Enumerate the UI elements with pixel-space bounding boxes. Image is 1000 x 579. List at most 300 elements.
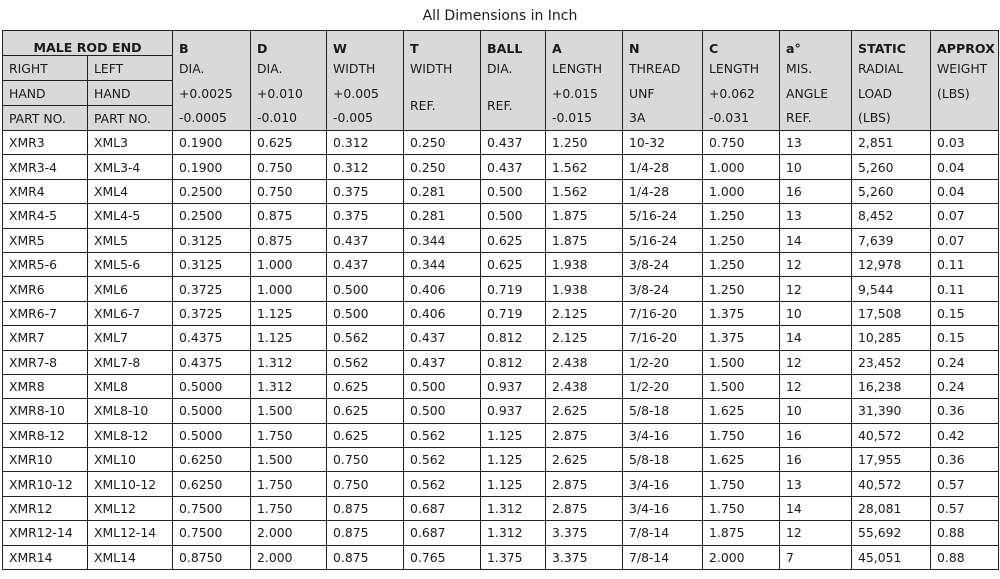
table-cell: 1.875 [703,521,780,545]
table-cell: 0.312 [327,131,404,155]
table-cell: 10-32 [623,131,703,155]
table-cell: 1.562 [546,155,623,179]
table-row [3,374,999,398]
table-cell: 3/4-16 [623,423,703,447]
table-cell: 16 [780,423,852,447]
table-cell: 9,544 [852,277,931,301]
table-cell: XMR10-12 [3,472,88,496]
table-cell: 17,508 [852,301,931,325]
column-header-n: N [623,31,703,56]
table-cell: 5/16-24 [623,204,703,228]
column-header-c: C [703,31,780,56]
table-cell: 0.437 [327,228,404,252]
table-cell: 0.719 [481,277,546,301]
column-subheader-w: +0.005 [327,81,404,106]
table-cell: XML10 [88,448,173,472]
table-cell: 1.000 [251,252,327,276]
table-cell: 0.281 [404,179,481,203]
table-cell: XML7 [88,326,173,350]
table-cell: 0.312 [327,155,404,179]
table-cell: 7/16-20 [623,326,703,350]
table-cell: 3/8-24 [623,252,703,276]
table-cell: 0.625 [481,252,546,276]
table-row [3,228,999,252]
column-header-a: A [546,31,623,56]
table-cell: 1.250 [703,204,780,228]
table-cell: XMR4-5 [3,204,88,228]
table-cell: 0.562 [404,423,481,447]
table-cell: 17,955 [852,448,931,472]
table-cell: 0.625 [327,374,404,398]
table-row [3,131,999,155]
table-cell: 1.750 [703,472,780,496]
table-cell: 1.625 [703,448,780,472]
table-cell: XMR6-7 [3,301,88,325]
table-cell: 0.42 [931,423,999,447]
column-header-d: D [251,31,327,56]
table-cell: 0.1900 [173,131,251,155]
table-cell: 2.875 [546,496,623,520]
table-cell: 0.3725 [173,277,251,301]
table-cell: 1.938 [546,277,623,301]
column-subheader-a: LENGTH [546,56,623,81]
table-cell: 2.125 [546,326,623,350]
table-cell: XMR3-4 [3,155,88,179]
table-cell: 0.562 [327,350,404,374]
table-cell: 31,390 [852,399,931,423]
table-row [3,448,999,472]
table-cell: 5/8-18 [623,448,703,472]
table-cell: 1/2-20 [623,350,703,374]
column-subheader-n: UNF [623,81,703,106]
table-header [3,31,999,131]
table-cell: 1.125 [481,472,546,496]
column-header-static: STATIC [852,31,931,56]
table-cell: 0.562 [404,448,481,472]
table-cell: 16 [780,448,852,472]
table-cell: 0.57 [931,472,999,496]
table-cell: 1.750 [251,496,327,520]
table-row [3,496,999,520]
column-subheader-d: -0.010 [251,106,327,131]
table-cell: 1.250 [703,228,780,252]
table-cell: 7,639 [852,228,931,252]
column-subheader-n: 3A [623,106,703,131]
table-cell: 1.500 [703,374,780,398]
table-row [3,277,999,301]
table-cell: XML4-5 [88,204,173,228]
table-cell: 0.562 [327,326,404,350]
column-subheader-c: +0.062 [703,81,780,106]
table-cell: 1.562 [546,179,623,203]
table-cell: 0.04 [931,179,999,203]
table-cell: 0.4375 [173,350,251,374]
table-cell: 7/8-14 [623,545,703,569]
column-header-w: W [327,31,404,56]
table-cell: 2.000 [703,545,780,569]
table-cell: 13 [780,131,852,155]
table-cell: 0.812 [481,326,546,350]
table-cell: XMR4 [3,179,88,203]
table-row [3,179,999,203]
table-cell: 0.750 [703,131,780,155]
table-cell: 3.375 [546,521,623,545]
table-cell: XMR8-12 [3,423,88,447]
table-cell: 28,081 [852,496,931,520]
header-left-hand: HAND [88,81,173,106]
table-cell: 0.719 [481,301,546,325]
table-cell: 1.750 [251,472,327,496]
table-cell: 0.750 [251,179,327,203]
table-cell: 0.07 [931,228,999,252]
table-cell: 0.500 [327,277,404,301]
column-subheader-b: -0.0005 [173,106,251,131]
table-cell: 0.11 [931,252,999,276]
table-cell: 0.57 [931,496,999,520]
table-cell: 0.375 [327,179,404,203]
table-cell: 1.500 [703,350,780,374]
table-cell: 1.250 [546,131,623,155]
table-cell: 1.250 [703,277,780,301]
table-cell: 3.375 [546,545,623,569]
table-cell: 0.875 [327,521,404,545]
table-cell: XML8-12 [88,423,173,447]
table-cell: 0.6250 [173,472,251,496]
column-subheader-approx [931,106,999,131]
column-subheader-b: DIA. [173,56,251,81]
table-cell: 7/16-20 [623,301,703,325]
table-cell: XMR12-14 [3,521,88,545]
table-cell: 0.3725 [173,301,251,325]
table-cell: 0.24 [931,350,999,374]
column-subheader-static: (LBS) [852,106,931,131]
table-cell: XML5-6 [88,252,173,276]
table-cell: XML12-14 [88,521,173,545]
column-header-a: a° [780,31,852,56]
table-cell: 14 [780,326,852,350]
table-cell: 0.500 [481,179,546,203]
table-cell: 0.5000 [173,399,251,423]
table-cell: 1.125 [251,301,327,325]
table-cell: XMR8 [3,374,88,398]
table-cell: 12,978 [852,252,931,276]
header-right-hand: RIGHT [3,56,88,81]
table-cell: 3/4-16 [623,496,703,520]
table-cell: 0.7500 [173,496,251,520]
table-cell: 0.88 [931,545,999,569]
table-cell: 0.15 [931,301,999,325]
table-cell: 12 [780,521,852,545]
column-subheader-a: MIS. [780,56,852,81]
table-cell: 14 [780,496,852,520]
table-cell: 0.687 [404,496,481,520]
table-cell: 2.125 [546,301,623,325]
table-cell: 1.125 [251,326,327,350]
table-cell: 0.406 [404,301,481,325]
table-row [3,155,999,179]
table-cell: 0.687 [404,521,481,545]
table-row [3,204,999,228]
table-cell: 0.875 [251,204,327,228]
header-right-hand: HAND [3,81,88,106]
table-cell: 0.5000 [173,374,251,398]
table-cell: 1.500 [251,448,327,472]
table-cell: XML6-7 [88,301,173,325]
table-cell: 0.250 [404,155,481,179]
table-cell: 2.625 [546,448,623,472]
table-cell: 0.750 [251,155,327,179]
table-cell: 2.875 [546,472,623,496]
table-cell: XMR7 [3,326,88,350]
table-cell: XMR3 [3,131,88,155]
column-subheader-approx: WEIGHT [931,56,999,81]
table-cell: 3/8-24 [623,277,703,301]
table-cell: 0.500 [481,204,546,228]
table-cell: XML8-10 [88,399,173,423]
table-cell: 0.750 [327,448,404,472]
table-cell: 0.875 [251,228,327,252]
table-cell: XML10-12 [88,472,173,496]
table-cell: 0.437 [481,131,546,155]
table-cell: 0.24 [931,374,999,398]
table-body [3,131,999,570]
table-cell: 0.2500 [173,179,251,203]
table-cell: XML12 [88,496,173,520]
table-cell: 16 [780,179,852,203]
table-cell: XMR12 [3,496,88,520]
table-row [3,301,999,325]
table-cell: 1.312 [251,374,327,398]
table-cell: 1.375 [703,301,780,325]
table-cell: 40,572 [852,423,931,447]
table-cell: 0.500 [404,399,481,423]
column-subheader-t: WIDTH [404,56,481,81]
column-subheader-c: LENGTH [703,56,780,81]
table-cell: XML5 [88,228,173,252]
table-cell: 0.750 [327,472,404,496]
column-subheader-d: +0.010 [251,81,327,106]
table-cell: 1.875 [546,204,623,228]
column-header-b: B [173,31,251,56]
table-row [3,326,999,350]
table-cell: 1.625 [703,399,780,423]
table-cell: 1.000 [251,277,327,301]
column-subheader-w: -0.005 [327,106,404,131]
table-cell: 1/4-28 [623,155,703,179]
column-subheader-static: RADIAL [852,56,931,81]
table-cell: 1.312 [251,350,327,374]
table-cell: 1.500 [251,399,327,423]
table-cell: 0.36 [931,399,999,423]
table-cell: 40,572 [852,472,931,496]
column-subheader-a: -0.015 [546,106,623,131]
table-cell: XML3 [88,131,173,155]
table-cell: 1.875 [546,228,623,252]
column-subheader-n: THREAD [623,56,703,81]
rod-end-spec-table [2,30,999,570]
column-header-t: T [404,31,481,56]
table-cell: 23,452 [852,350,931,374]
table-cell: 0.5000 [173,423,251,447]
table-row [3,472,999,496]
table-cell: 0.8750 [173,545,251,569]
table-cell: 0.437 [404,326,481,350]
table-cell: 2.438 [546,374,623,398]
table-cell: 0.11 [931,277,999,301]
table-cell: 0.437 [404,350,481,374]
table-cell: 1/2-20 [623,374,703,398]
column-subheader-a: REF. [780,106,852,131]
table-cell: 1.000 [703,179,780,203]
table-cell: 2.000 [251,545,327,569]
table-cell: 10 [780,301,852,325]
header-left-hand: PART NO. [88,106,173,131]
table-cell: 12 [780,277,852,301]
table-cell: XMR14 [3,545,88,569]
table-cell: 1.750 [703,496,780,520]
table-row [3,545,999,569]
header-group-male-rod-end: MALE ROD END [3,31,173,56]
table-cell: 0.437 [327,252,404,276]
table-cell: 0.15 [931,326,999,350]
column-subheader-a: ANGLE [780,81,852,106]
table-cell: 7/8-14 [623,521,703,545]
table-cell: 0.625 [327,399,404,423]
table-cell: 0.765 [404,545,481,569]
table-cell: 10,285 [852,326,931,350]
table-cell: 0.375 [327,204,404,228]
table-cell: 5,260 [852,155,931,179]
table-cell: 1/4-28 [623,179,703,203]
table-cell: 12 [780,350,852,374]
table-cell: 2,851 [852,131,931,155]
table-cell: 5,260 [852,179,931,203]
table-cell: XML4 [88,179,173,203]
table-cell: 1.938 [546,252,623,276]
table-cell: 0.406 [404,277,481,301]
column-subheader-static: LOAD [852,81,931,106]
table-cell: XMR5 [3,228,88,252]
table-cell: 0.562 [404,472,481,496]
table-cell: 0.625 [481,228,546,252]
table-cell: 0.36 [931,448,999,472]
table-cell: XML6 [88,277,173,301]
table-cell: 0.937 [481,374,546,398]
table-cell: 0.3125 [173,252,251,276]
column-subheader-c: -0.031 [703,106,780,131]
table-cell: 2.000 [251,521,327,545]
table-cell: 0.875 [327,545,404,569]
table-cell: 10 [780,155,852,179]
table-cell: XMR10 [3,448,88,472]
table-caption: All Dimensions in Inch [422,8,578,24]
table-cell: 1.125 [481,423,546,447]
table-cell: 1.250 [703,252,780,276]
table-cell: 0.88 [931,521,999,545]
column-subheader-ball: REF. [481,81,546,131]
table-cell: 1.750 [703,423,780,447]
column-subheader-a: +0.015 [546,81,623,106]
table-cell: 0.344 [404,228,481,252]
column-header-approx: APPROX [931,31,999,56]
table-cell: 12 [780,252,852,276]
table-cell: 0.625 [327,423,404,447]
table-cell: 1.750 [251,423,327,447]
table-cell: 1.000 [703,155,780,179]
table-cell: XMR6 [3,277,88,301]
table-cell: XML7-8 [88,350,173,374]
table-cell: 0.3125 [173,228,251,252]
table-cell: 1.312 [481,496,546,520]
table-cell: 0.625 [251,131,327,155]
table-cell: 0.281 [404,204,481,228]
table-cell: 12 [780,374,852,398]
table-cell: 2.625 [546,399,623,423]
table-cell: 55,692 [852,521,931,545]
table-cell: 0.437 [481,155,546,179]
table-cell: 0.500 [404,374,481,398]
table-cell: 0.812 [481,350,546,374]
table-cell: 0.937 [481,399,546,423]
table-cell: 0.7500 [173,521,251,545]
table-cell: XML3-4 [88,155,173,179]
table-row [3,399,999,423]
table-row [3,423,999,447]
table-cell: 13 [780,472,852,496]
table-cell: 1.375 [703,326,780,350]
table-cell: 1.125 [481,448,546,472]
table-cell: 0.500 [327,301,404,325]
table-cell: 5/16-24 [623,228,703,252]
column-subheader-b: +0.0025 [173,81,251,106]
table-cell: 0.03 [931,131,999,155]
table-cell: 0.875 [327,496,404,520]
table-cell: 45,051 [852,545,931,569]
header-right-hand: PART NO. [3,106,88,131]
table-row [3,252,999,276]
table-cell: 1.375 [481,545,546,569]
column-subheader-ball: DIA. [481,56,546,81]
table-cell: 0.07 [931,204,999,228]
table-cell: 1.312 [481,521,546,545]
table-cell: 3/4-16 [623,472,703,496]
column-header-ball: BALL [481,31,546,56]
header-left-hand: LEFT [88,56,173,81]
table-cell: 0.4375 [173,326,251,350]
table-cell: 0.04 [931,155,999,179]
table-cell: 14 [780,228,852,252]
column-subheader-t: REF. [404,81,481,131]
table-cell: 8,452 [852,204,931,228]
table-cell: 16,238 [852,374,931,398]
table-cell: 13 [780,204,852,228]
table-cell: 5/8-18 [623,399,703,423]
table-cell: XMR8-10 [3,399,88,423]
table-cell: XML8 [88,374,173,398]
table-cell: 0.6250 [173,448,251,472]
table-cell: 7 [780,545,852,569]
column-subheader-w: WIDTH [327,56,404,81]
table-cell: XMR5-6 [3,252,88,276]
table-cell: 0.2500 [173,204,251,228]
table-row [3,350,999,374]
table-cell: 0.344 [404,252,481,276]
table-cell: 0.250 [404,131,481,155]
table-cell: XMR7-8 [3,350,88,374]
table-cell: 10 [780,399,852,423]
table-cell: XML14 [88,545,173,569]
table-row [3,521,999,545]
